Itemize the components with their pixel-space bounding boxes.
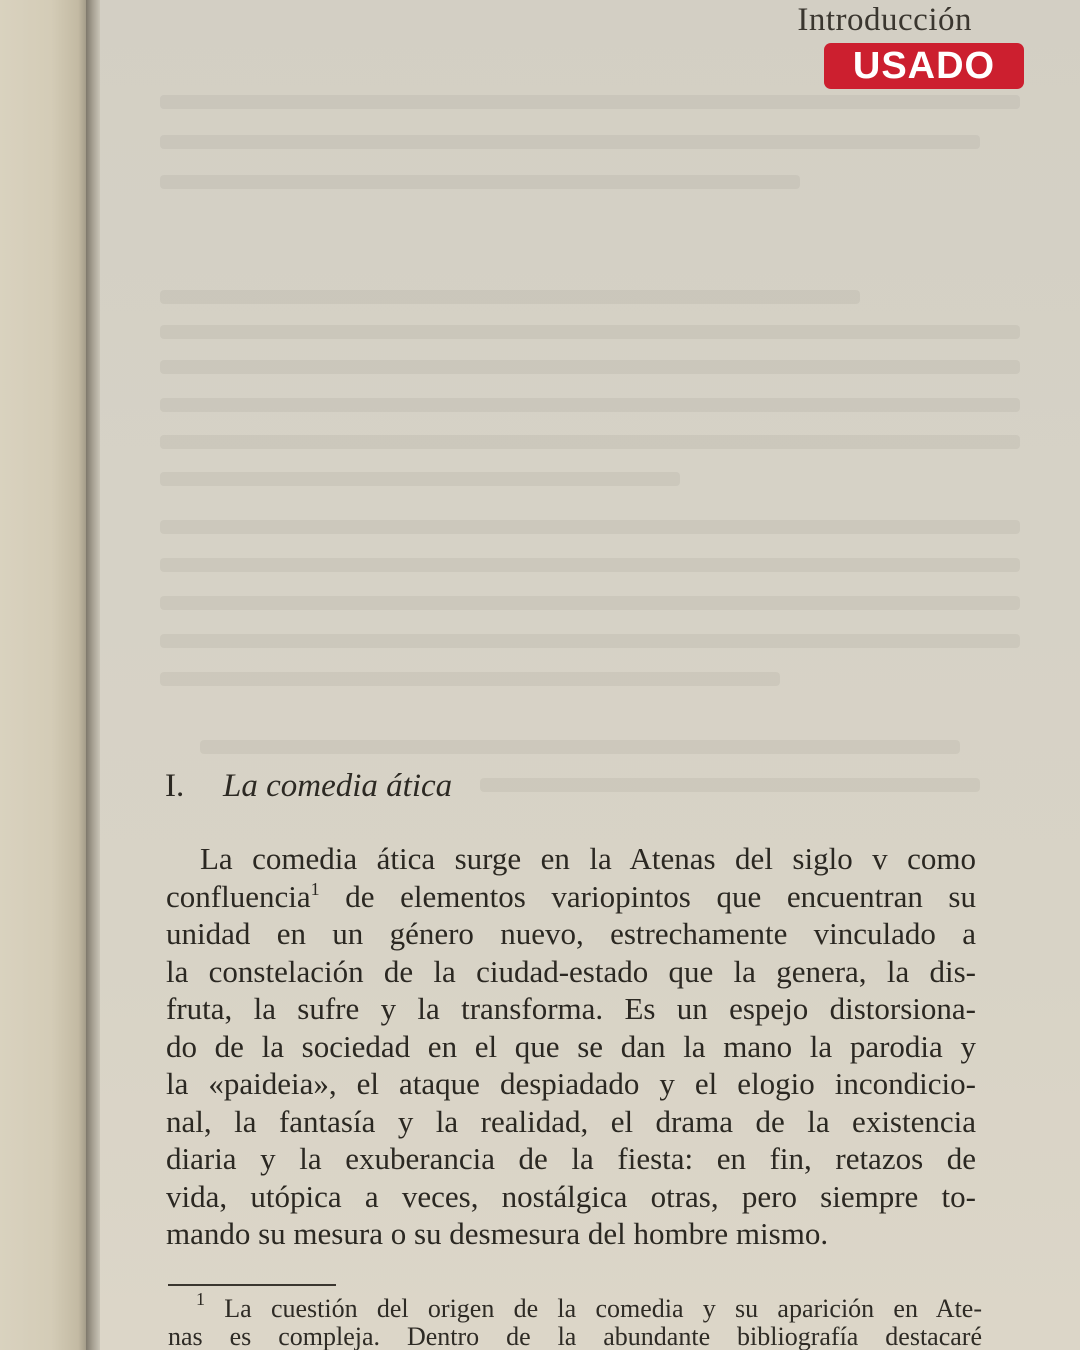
footnote: [168, 1289, 983, 1350]
paragraph-line: unidad en un género nuevo, estrechamente vinculado a: [166, 916, 976, 951]
show-through-text: [480, 778, 980, 792]
show-through-text: [160, 325, 1020, 339]
show-through-text: [160, 472, 680, 486]
paragraph-line: do de la sociedad en el que se dan la mano la parodia y: [166, 1028, 976, 1064]
paragraph-line: diaria y la exuberancia de la fiesta: en fin, retazos de: [166, 1141, 976, 1176]
paragraph-line: fruta, la sufre y la transforma. Es un espejo distorsiona-: [166, 991, 976, 1026]
show-through-text: [160, 135, 980, 149]
paragraph-line-start: confluencia: [166, 878, 311, 914]
paragraph-line: la constelación de la ciudad-estado que la genera, la dis-: [166, 953, 976, 989]
show-through-text: [160, 520, 1020, 534]
show-through-text: [160, 435, 1020, 449]
footnote-marker: 1: [196, 1289, 205, 1309]
show-through-text: [160, 596, 1020, 610]
section-heading: [165, 768, 452, 805]
show-through-text: [160, 634, 1020, 648]
footnote-reference: 1: [310, 878, 320, 899]
footnote-line: [168, 1289, 983, 1323]
paragraph-line: mando su mesura o su desmesura del hombre mismo.: [166, 1216, 829, 1251]
used-badge: USADO: [824, 43, 1024, 89]
paragraph-line-end: de elementos variopintos que encuentran su: [345, 878, 976, 914]
footnote-divider: [168, 1284, 336, 1286]
show-through-text: [160, 290, 860, 304]
paragraph-line: nal, la fantasía y la realidad, el drama de la existencia: [166, 1103, 976, 1139]
paragraph-line: La comedia ática surge en la Atenas del siglo v como: [200, 841, 976, 876]
section-number: I.: [165, 768, 185, 804]
show-through-text: [160, 398, 1020, 412]
show-through-text: [160, 360, 1020, 374]
body-paragraph: [166, 840, 976, 1253]
paragraph-line: [166, 878, 976, 916]
facing-page-edge: [0, 0, 92, 1350]
paragraph-line: vida, utópica a veces, nostálgica otras, pero siempre to-: [166, 1178, 976, 1214]
running-header: Introducción: [797, 2, 972, 38]
book-gutter: [86, 0, 100, 1350]
show-through-text: [200, 740, 960, 754]
footnote-line-text: La cuestión del origen de la comedia y su aparición en Ate-: [224, 1294, 983, 1323]
paragraph-line: la «paideia», el ataque despiadado y el elogio incondicio-: [166, 1066, 976, 1101]
show-through-text: [160, 558, 1020, 572]
show-through-text: [160, 672, 780, 686]
show-through-text: [160, 175, 800, 189]
section-title: La comedia ática: [223, 768, 453, 804]
footnote-line: nas es compleja. Dentro de la abundante bibliografía destacaré: [168, 1322, 982, 1350]
show-through-text: [160, 95, 1020, 109]
